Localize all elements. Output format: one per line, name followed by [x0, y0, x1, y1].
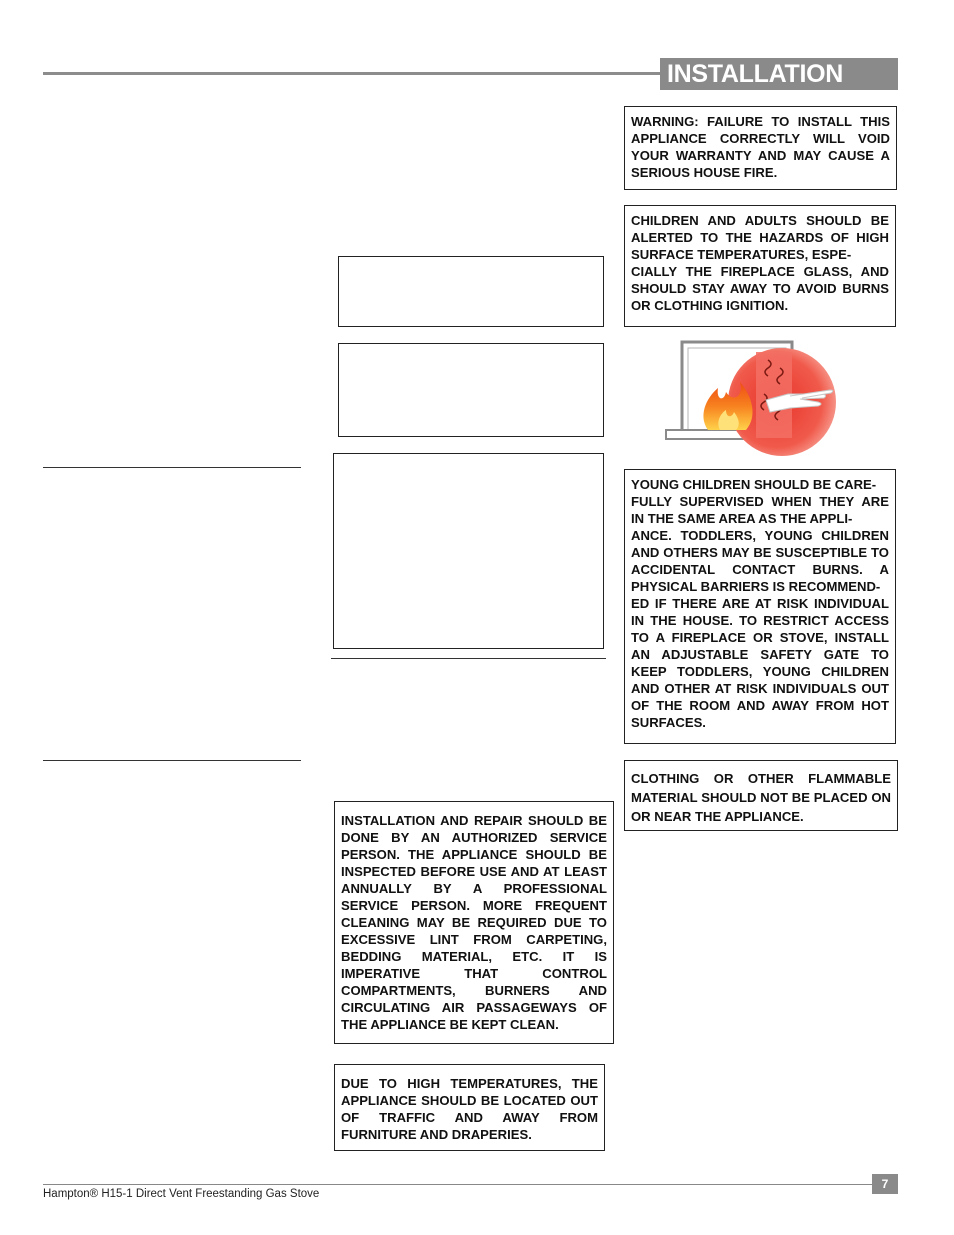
empty-notice-box-2 [338, 343, 604, 437]
footer-product-name: Hampton® H15-1 Direct Vent Freestanding Gas Stove [43, 1188, 320, 1200]
page-number: 7 [872, 1174, 898, 1194]
hot-surface-burn-warning-icon [660, 338, 840, 456]
children-adults-notice: CHILDREN AND ADULTS SHOULD BE ALERTED TO THE HAZARDS OF HIGH SURFACE TEMPERATURES, ESPE- CIALLY THE FIREPLACE GLASS, AND SHOULD STAY AWAY TO AVOID BURNS OR CLOTHING IGNITION. [624, 205, 896, 327]
high-temperatures-notice: DUE TO HIGH TEMPERATURES, THE APPLIANCE SHOULD BE LOCATED OUT OF TRAFFIC AND AWAY FROM FURNITURE AND DRAPERIES. [334, 1064, 605, 1151]
installation-repair-notice: INSTALLATION AND REPAIR SHOULD BE DONE BY AN AUTHORIZED SERVICE PERSON. THE APPLIANCE SHOULD BE INSPECTED BEFORE USE AND AT LEAST ANNUALLY BY A PROFESSIONAL SERVICE PERSON. MORE FREQUENT CLEANING MAY BE REQUIRED DUE TO EXCESSIVE LINT FROM CARPETING, BEDDING MATERIAL, ETC. IT IS IMPERATIVE THAT CONTROL COMPARTMENTS, BURNERS AND CIRCULATING AIR PASSAGEWAYS OF THE APPLIANCE BE KEPT CLEAN. [334, 801, 614, 1044]
left-section-rule-2 [43, 760, 301, 761]
clothing-notice: CLOTHING OR OTHER FLAMMABLE MATERIAL SHOULD NOT BE PLACED ON OR NEAR THE APPLIANCE. [624, 760, 898, 831]
section-title: INSTALLATION [660, 58, 898, 90]
young-children-notice: YOUNG CHILDREN SHOULD BE CARE- FULLY SUPERVISED WHEN THEY ARE IN THE SAME AREA AS THE APPLI- ANCE. TODDLERS, YOUNG CHILDREN AND OTHERS MAY BE SUSCEPTIBLE TO ACCIDENTAL CONTACT BURNS. A PHYSICAL BARRIERS IS RECOMMEND- ED IF THERE ARE AT RISK INDIVIDUAL IN THE HOUSE. TO RESTRICT ACCESS TO A FIREPLACE OR STOVE, INSTALL AN ADJUSTABLE SAFETY GATE TO KEEP TODDLERS, YOUNG CHILDREN AND OTHER AT RISK INDIVIDUALS OUT OF THE ROOM AND AWAY FROM HOT SURFACES. [624, 469, 896, 744]
header-rule [43, 72, 660, 75]
warning-install-notice: WARNING: FAILURE TO INSTALL THIS APPLIANCE CORRECTLY WILL VOID YOUR WARRANTY AND MAY CAUSE A SERIOUS HOUSE FIRE. [624, 106, 897, 190]
burn-illustration-svg [660, 338, 840, 456]
empty-notice-box-1 [338, 256, 604, 327]
left-section-rule-1 [43, 467, 301, 468]
empty-notice-box-3 [333, 453, 604, 649]
footer-rule [43, 1184, 872, 1185]
middle-section-rule [331, 658, 606, 659]
